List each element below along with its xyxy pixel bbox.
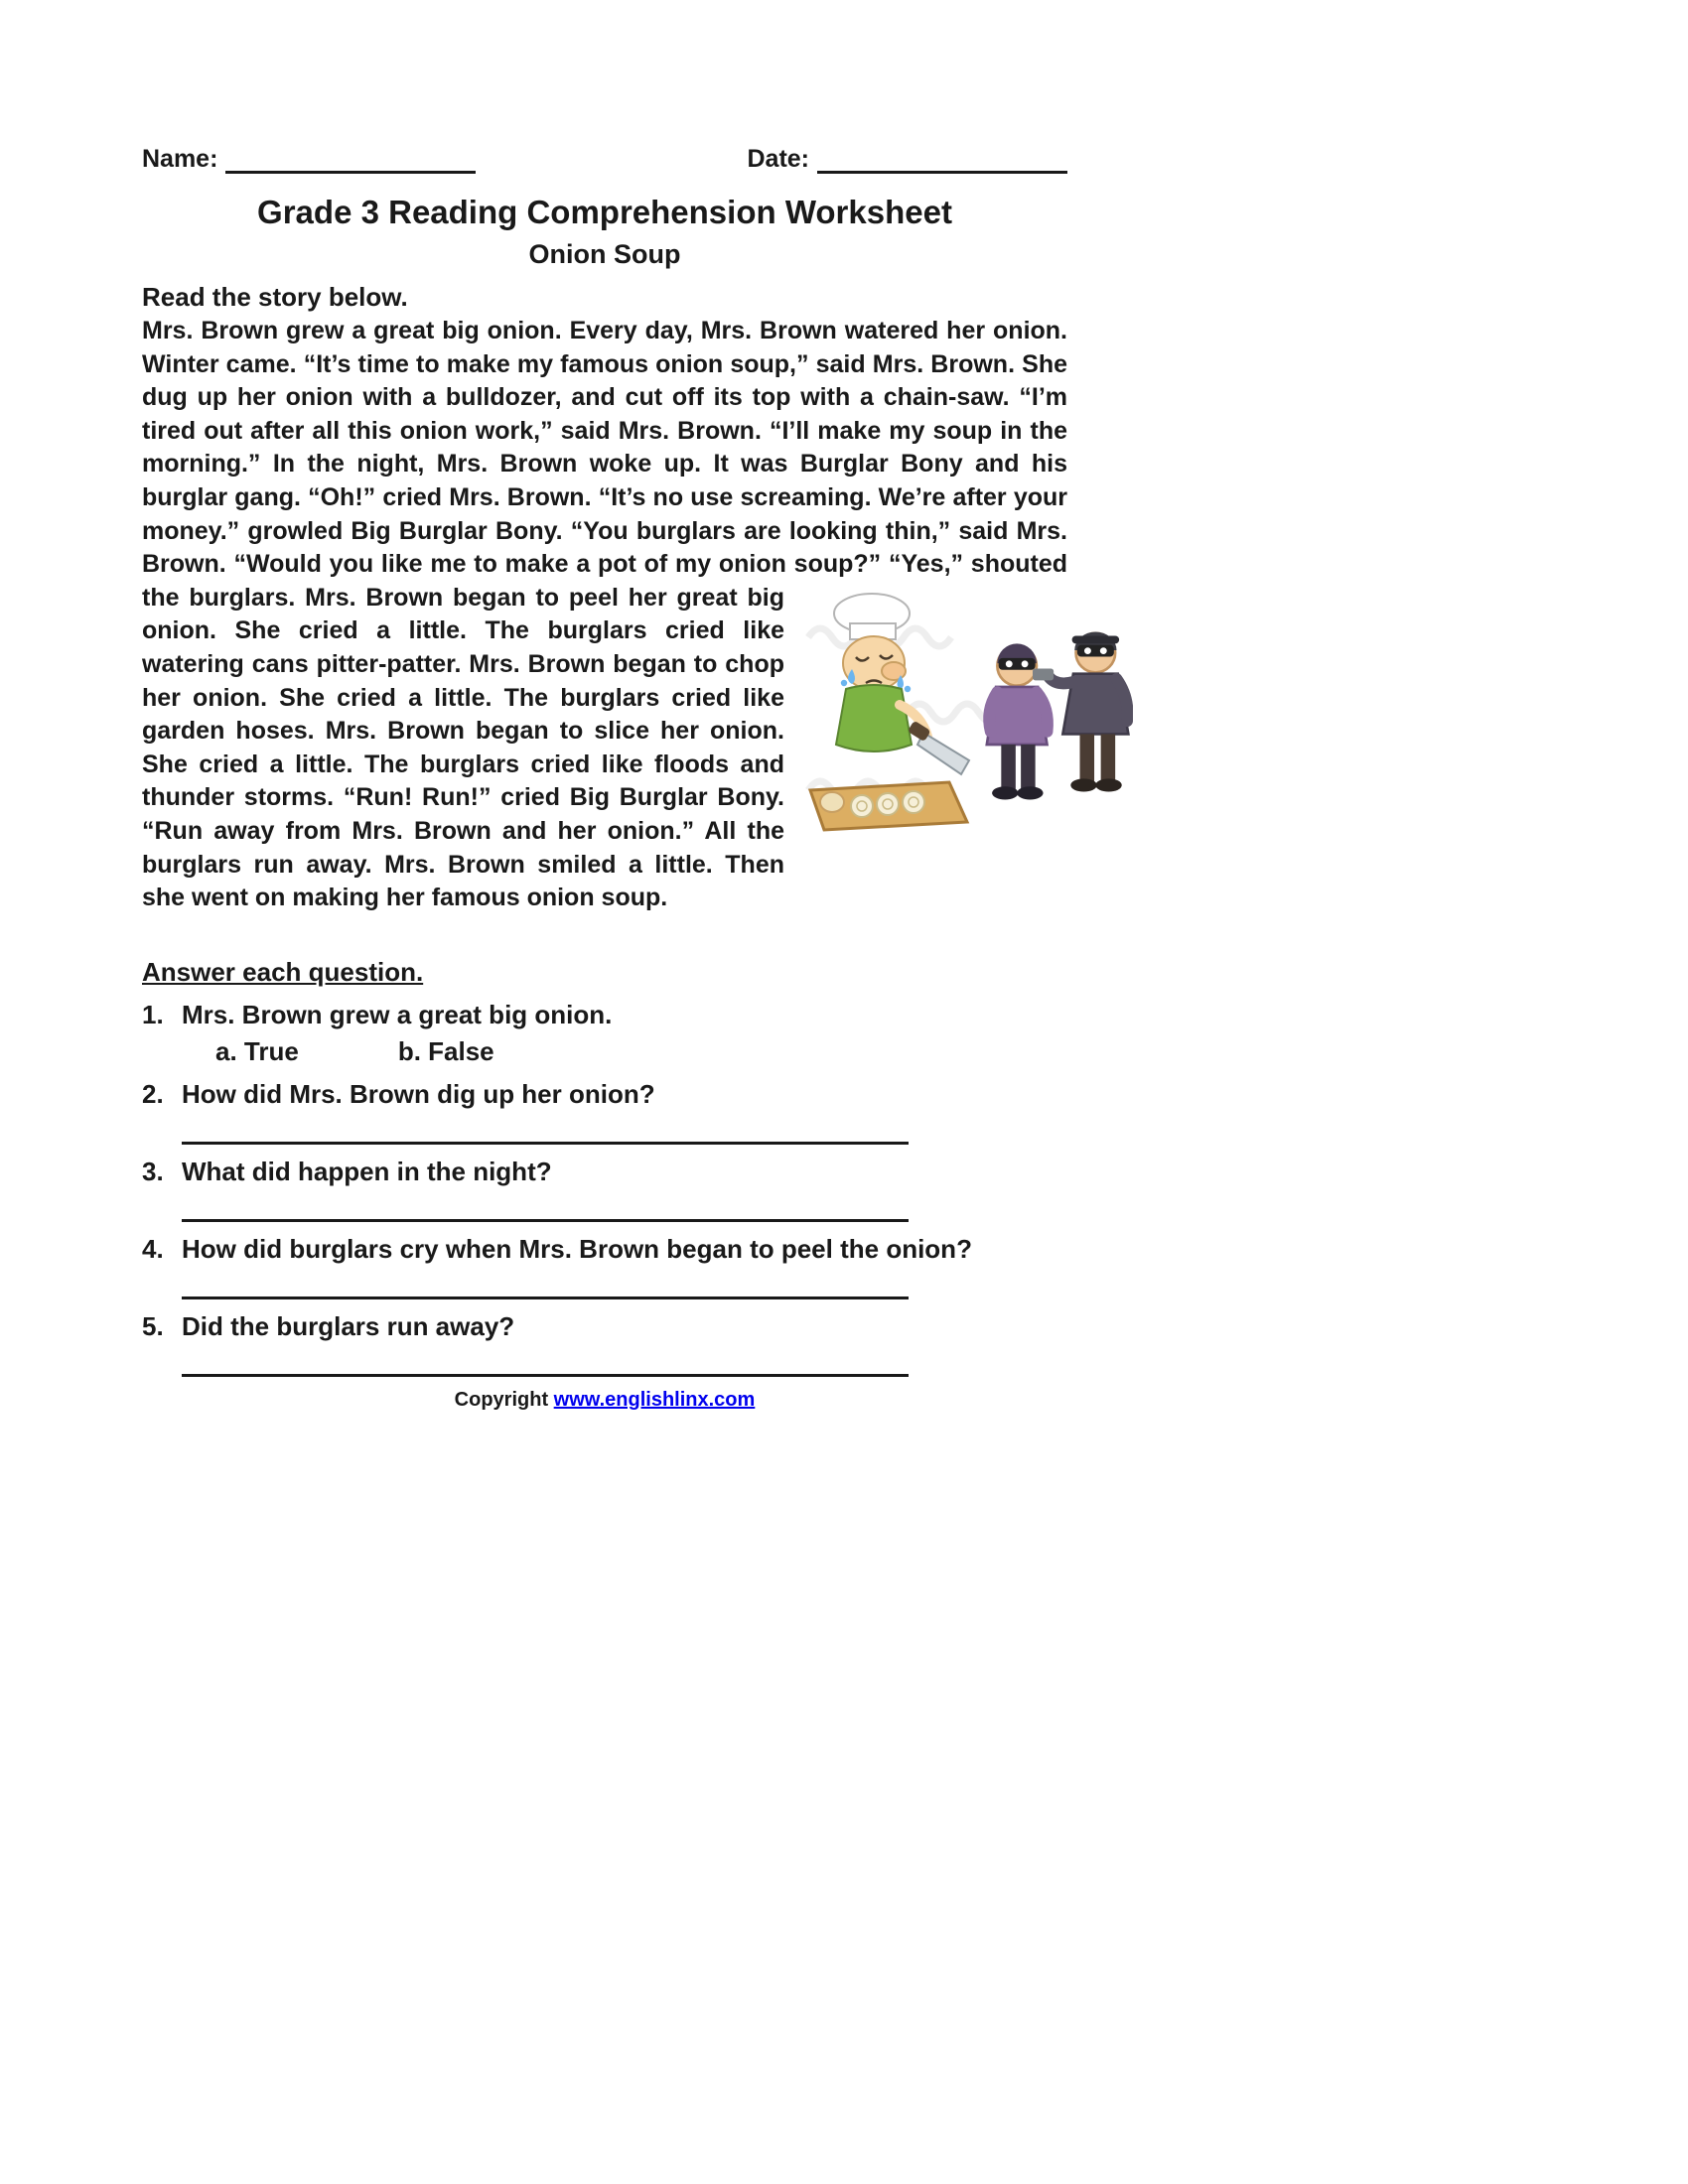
question-4 — [142, 1234, 1067, 1265]
story-title: Onion Soup — [528, 239, 681, 269]
question-2 — [142, 1079, 1067, 1110]
name-field — [142, 145, 476, 174]
story-text — [142, 315, 1067, 915]
answer-section-header: Answer each question. — [142, 956, 424, 987]
question-text: Mrs. Brown grew a great big onion. — [182, 999, 613, 1029]
question-text: How did Mrs. Brown dig up her onion? — [182, 1078, 655, 1109]
story-illustration — [800, 586, 1133, 852]
onion-cartoon-illustration — [800, 586, 1133, 852]
question-text: Did the burglars run away? — [182, 1310, 515, 1341]
question-number: 3. — [142, 1156, 164, 1186]
question-text: What did happen in the night? — [182, 1156, 552, 1186]
question-2-answer-line[interactable] — [182, 1110, 909, 1145]
footer — [142, 1389, 1067, 1412]
header — [142, 145, 1067, 174]
option-true[interactable]: a. True — [215, 1035, 299, 1066]
cutting-board — [810, 782, 967, 830]
chef-figure — [834, 594, 969, 774]
question-number: 1. — [142, 999, 164, 1029]
instructions-label: Read the story below. — [142, 282, 408, 312]
question-text: How did burglars cry when Mrs. Brown began to peel the onion? — [182, 1233, 972, 1264]
question-number: 4. — [142, 1233, 164, 1264]
burglar-1 — [987, 643, 1048, 799]
date-input-line[interactable] — [817, 165, 1067, 174]
copyright-link[interactable]: www.englishlinx.com — [553, 1388, 756, 1411]
question-1 — [142, 1000, 1067, 1030]
question-number: 2. — [142, 1078, 164, 1109]
question-5 — [142, 1311, 1067, 1342]
date-label: Date: — [747, 145, 809, 173]
question-3 — [142, 1157, 1067, 1187]
question-1-options — [215, 1036, 1067, 1067]
copyright-label: Copyright — [454, 1388, 554, 1411]
option-false[interactable]: b. False — [397, 1035, 494, 1066]
question-4-answer-line[interactable] — [182, 1265, 909, 1299]
story-part1: Mrs. Brown grew a great big onion. Every day, Mrs. Brown watered her onion. Winter came. “It’s time to make my famous onion soup,” said Mrs. Brown. She dug up her onion with a bulldozer, and cut off its top with a chain-saw. “I’m tired out after all this onion work,” said Mrs. Brown. “I’ll make my soup in the morning.” In the night, Mrs. Brown woke up. It was Burglar Bony and his burglar gang. “Oh!” cried Mrs. Brown. “It’s no use screaming. We’re after your money.” growled Big Burglar Bony. “You burglars are looking thin,” said Mrs. Brown. “Would you like me to make a pot of my onion soup?” — [142, 317, 1067, 579]
page-title: Grade 3 Reading Comprehension Worksheet — [257, 194, 952, 230]
name-label: Name: — [142, 145, 218, 173]
burglars — [987, 631, 1129, 799]
story-part2: “Yes,” shouted the burglars. Mrs. Brown began to peel her great big onion. She cried a little. The burglars cried like watering cans pitter-patter. Mrs. Brown began to chop her onion. She cried a little. The burglars cried like garden hoses. Mrs. Brown began to slice her onion. She cried a little. The burglars cried like floods and thunder storms. “Run! Run!” cried Big Burglar Bony. “Run away from Mrs. Brown and her onion.” All the burglars run away. Mrs. Brown smiled a little. Then she went on making her famous onion soup. — [142, 550, 1068, 912]
worksheet-page — [142, 145, 1067, 1412]
question-number: 5. — [142, 1310, 164, 1341]
name-input-line[interactable] — [225, 165, 476, 174]
question-5-answer-line[interactable] — [182, 1342, 909, 1377]
date-field — [747, 145, 1067, 174]
question-3-answer-line[interactable] — [182, 1187, 909, 1222]
